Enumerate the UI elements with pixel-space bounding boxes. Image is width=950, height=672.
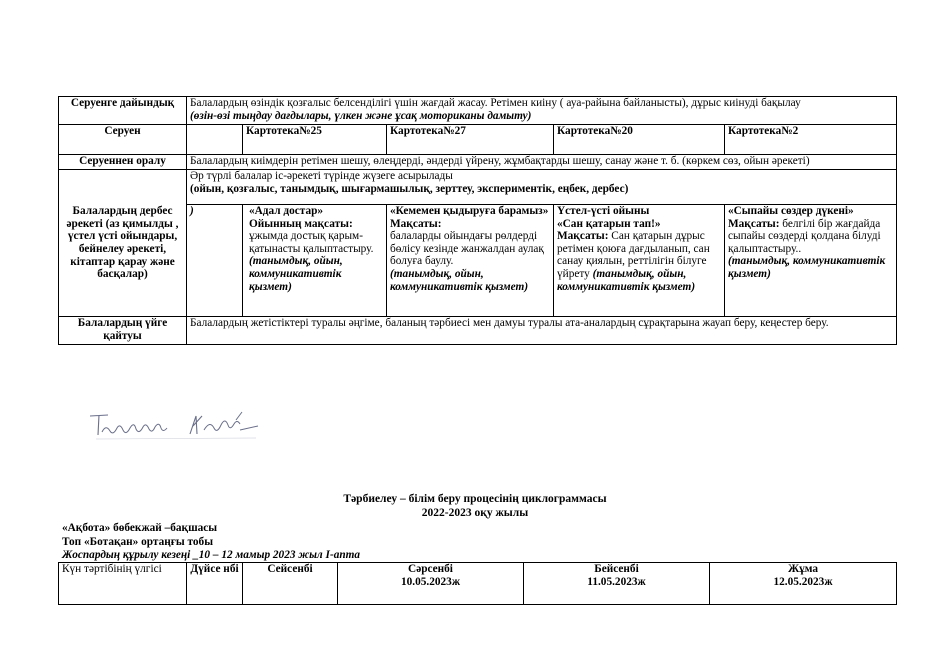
table-row	[59, 97, 897, 125]
header-routine: Күн тәртібінің үлгісі	[59, 563, 187, 605]
group-name: Топ «Ботақан» ортаңғы тобы	[62, 536, 214, 548]
game-goal: белгілі бір жағдайда сыпайы сөздерді қолдана білуді қалыптастыру..	[728, 217, 881, 255]
table-row	[59, 563, 897, 605]
plan-period: Жоспардың құрылу кезеңі _10 – 12 мамыр 2023 жыл І-апта	[62, 549, 361, 561]
going-home-text: Балалардың жетістіктері туралы әңгіме, баланың тәрбиесі мен дамуы туралы ата-аналардың сұрақтарына жауап беру, кеңестер беру.	[187, 317, 897, 345]
game-note: (танымдық, ойын, коммуникативтік қызмет)	[390, 267, 529, 293]
game-title-2: «Сан қатарын тап!»	[557, 217, 661, 230]
table-row	[59, 317, 897, 345]
game-note: (танымдық, коммуникативтік қызмет)	[728, 255, 886, 280]
table-row	[59, 125, 897, 155]
row-label-independent-activity: Балалардың дербес әрекеті (аз қимылды , үстел үсті ойындары, бейнелеу әрекеті, кітаптар қарау және басқалар)	[59, 170, 187, 317]
game-cell	[243, 205, 387, 317]
day-date: 11.05.2023ж	[587, 576, 646, 588]
kindergarten-name: «Ақбота» бөбекжай –бақшасы	[62, 522, 218, 534]
document-title: Тәрбиелеу – білім беру процесінің циклограммасы	[343, 493, 607, 505]
academic-year: 2022-2023 оқу жылы	[421, 507, 529, 519]
row-label-walk-prep: Серуенге дайындық	[59, 97, 187, 125]
game-note: (танымдық, ойын, коммуникативтік қызмет)	[249, 255, 343, 293]
header-friday	[710, 563, 897, 605]
table-row	[59, 170, 897, 205]
game-goal-label: Мақсаты:	[557, 230, 609, 243]
table-row	[59, 155, 897, 170]
activity-intro-text: Әр түрлі балалар іс-әрекеті түрінде жүзеге асырылады	[190, 170, 453, 182]
empty-cell	[187, 125, 243, 155]
game-goal: балаларды ойындағы рөлдерді бөлісу кезінде жанжалдан аулақ болуға баулу.	[390, 230, 544, 268]
game-title: «Кемемен қыдыруға барамыз» Мақсаты:	[390, 205, 549, 230]
game-title: «Сыпайы сөздер дүкені»	[728, 205, 854, 217]
game-goal-label: Мақсаты:	[728, 217, 780, 230]
card-file-cell: Картотека№27	[387, 125, 554, 155]
activity-intro-cell	[187, 170, 897, 205]
game-title: «Адал достар»	[249, 205, 324, 217]
walk-prep-note: (өзін-өзі тыңдау дағдылары, үлкен және ұсақ моториканы дамыту)	[190, 109, 532, 122]
game-cell	[554, 205, 725, 317]
row-label-walk: Серуен	[59, 125, 187, 155]
activity-types: (ойын, қозғалыс, танымдық, шығармашылық, зерттеу, экспериментік, еңбек, дербес)	[190, 182, 629, 195]
game-goal: ұжымда достық қарым-қатынасты қалыптастыру.	[249, 230, 374, 255]
row-label-walk-return: Серуеннен оралу	[59, 155, 187, 170]
day-name: Бейсенбі	[594, 563, 639, 575]
game-goal-label: Ойынның мақсаты:	[249, 217, 353, 230]
day-date: 12.05.2023ж	[773, 576, 833, 588]
header-thursday	[524, 563, 710, 605]
header-wednesday	[338, 563, 524, 605]
game-title: Үстел-үсті ойыны	[557, 205, 650, 217]
day-name: Сәрсенбі	[408, 563, 453, 575]
signature-image	[86, 408, 261, 444]
game-goal: Сан қатарын дұрыс ретімен қоюға дағдыланып, сан санау қиялын, реттілігін білуге үйрету	[557, 230, 710, 280]
header-tuesday: Сейсенбі	[243, 563, 338, 605]
day-date: 10.05.2023ж	[400, 576, 461, 588]
card-file-cell: Картотека№2	[725, 125, 897, 155]
schedule-table	[58, 96, 897, 345]
card-file-cell: Картотека№20	[554, 125, 725, 155]
empty-cell: )	[187, 205, 243, 317]
header-monday: Дүйсе нбі	[187, 563, 243, 605]
game-cell	[725, 205, 897, 317]
walk-return-text: Балалардың киімдерін ретімен шешу, өлеңдерді, әндерді үйрену, жұмбақтарды шешу, санау және т. б. (көркем сөз, ойын әрекеті)	[187, 155, 897, 170]
row-label-going-home: Балалардың үйге қайтуы	[59, 317, 187, 345]
day-name: Жұма	[787, 563, 819, 575]
cyclogram-header-table	[58, 562, 897, 605]
walk-prep-cell	[187, 97, 897, 125]
walk-prep-text: Балалардың өзіндік қозғалыс белсенділігі үшін жағдай жасау. Ретімен киіну ( ауа-райына байланысты), дұрыс киінуді бақылау	[190, 97, 801, 109]
game-cell	[387, 205, 554, 317]
game-note: (танымдық, ойын, коммуникативтік қызмет)	[557, 267, 696, 293]
card-file-cell: Картотека№25	[243, 125, 387, 155]
